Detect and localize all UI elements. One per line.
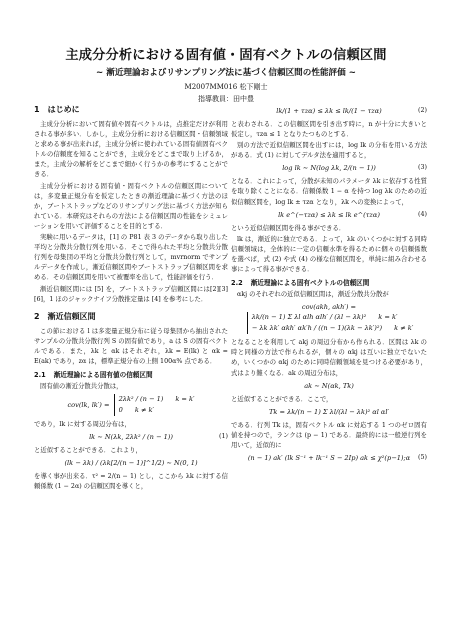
eigenvalue-intro-text: 固有値の漸近分散共分散は， <box>40 383 123 391</box>
case-condition: k ≠ k′ <box>134 406 155 415</box>
subsection-title: 漸近理論による固有値の信頼区間 <box>53 371 153 380</box>
eigenvector-intro-text: αkj のそれぞれの近似信頼区間は，漸近分散共分散が <box>237 291 389 299</box>
section-heading-intro <box>34 104 228 116</box>
case-condition: k = k′ <box>175 395 195 404</box>
section-title: はじめに <box>47 105 80 114</box>
section-number: 2 <box>34 311 40 321</box>
equation-tk <box>231 407 427 417</box>
right-paragraph-6: となることを利用して akj の周辺分布から作られる．区間は λk の時と同様の方法で作られるが，個々の αkj は互いに独立でないため，いくつかの αkj のために同時信頼領域を見つける必要があり，式はより難くなる．ak の周辺分布は， <box>231 339 427 377</box>
section-heading-asymptotic <box>34 311 228 323</box>
equation-lhs: cov(lk, lk′) = <box>67 401 110 410</box>
right-paragraph-4: という近似信頼区間を得る事ができる． <box>231 224 346 232</box>
intro-paragraph-2: 主成分分析における固有値・固有ベクトルの信頼区間については，多変量正規分布を仮定したときの漸近理論に基づく方法のほか，ブートストラップなどのリサンプリング法に基づく方法が知られている．本研究はそれらの方法による信頼区間の性能をシミュレーションを用いて評価することを目的とする． <box>34 182 228 230</box>
equation-body: lk ∼ N(λk, 2λk² / (n − 1)) <box>89 433 173 442</box>
equation-cases <box>247 312 414 334</box>
subsection-number: 2.2 <box>231 279 243 288</box>
equation-number: (2) <box>418 107 427 114</box>
equation-5 <box>231 453 427 463</box>
subsection-title: 漸近理論による固有ベクトルの信頼区間 <box>250 279 370 288</box>
derive-text: を導く事が出来る．τ² = 2/(n − 1) とし，ここから λk に対する信頼係数 (1 − 2α) の信頼区間を導くと， <box>34 473 228 491</box>
equation-body: lk e^(−τzα) ≤ λk ≤ lk e^(τzα) <box>278 210 380 219</box>
right-paragraph-3: となる．これによって，分散が未知のパラメータ λk に依存する性質を取り除くことになる．信頼係数 1 − α を持つ log λk のための近似信頼区間を，log lk ± τzα となり，λk への変換によって， <box>231 178 427 206</box>
asymptotic-paragraph-1: この節における l は多変量正規分布に従う母集団から抽出されたサンプルの分散共分散行列 S の固有値であり，a は S の固有ベクトルである．また，λk と αk はそれぞれ，λk = E(lk) と αk = E(ak) であり，zα は，標準正規分布の上側 100α% 点である． <box>34 327 228 365</box>
equation-number: (4) <box>418 210 427 218</box>
equation-number: (3) <box>418 164 427 172</box>
equation-lhs: cov(akh, akh′) = <box>301 303 357 312</box>
subsection-number: 2.1 <box>34 371 46 380</box>
equation-4 <box>231 210 427 220</box>
equation-1 <box>34 432 228 442</box>
right-paragraph-8: である．行列 Tk は，固有ベクトル αk に対応する 1 つのゼロ固有値を持つので，ランクは (p − 1) である．最終的には一般逆行列を用いて，近似的に <box>231 421 427 449</box>
section-number: 1 <box>34 105 40 114</box>
equation-standardized <box>34 458 228 468</box>
equation-number: (5) <box>418 453 427 461</box>
subsection-heading-2-1 <box>34 370 228 380</box>
subsection-heading-2-2 <box>231 278 427 288</box>
author-line: M2007MM016 松下剛士 <box>184 83 268 91</box>
section-title: 漸近信頼区間 <box>47 311 96 321</box>
equation-cases <box>114 394 195 416</box>
case-condition: k ≠ k′ <box>394 324 414 333</box>
intro-paragraph-3: 実験に用いるデータは，[1] の P81 表 3 のデータから取り出した平均と分散共分散行列を用いる．そこで得られた平均と分散共分散行列を母集団の平均と分散共分散行列として，mvrnorm でサンプルデータを作成し，漸近信頼区間やブートストラップ信頼区間を求める．その信頼区間を用いて被覆率を出して，性能評価を行う． <box>34 234 228 282</box>
equation-cov-eigenvalue <box>34 394 228 416</box>
equation-body: (lk − λk) / (λk[2/(n − 1)]^1/2) ∼ N(0, 1) <box>64 459 198 468</box>
case-value: 2λk² / (n − 1) <box>118 395 164 404</box>
equation-body: lk/(1 + τzα) ≤ λk ≤ lk/(1 − τzα) <box>276 107 382 115</box>
left-column <box>34 104 228 494</box>
right-paragraph-2: 別の方法で近似信頼区間を出すには，log lk の分布を用いる方法がある．式 (1) に対してデルタ法を適用すると， <box>231 142 427 160</box>
marginal-intro-text: であり，lk に対する周辺分布は， <box>34 421 131 429</box>
equation-body: log lk ∼ N(log λk, 2/(n − 1)) <box>282 164 376 173</box>
equation-2 <box>231 106 427 116</box>
case-value: − λk λk′ αkh′ αk′h / ((n − 1)(λk − λk′)²) <box>251 324 383 333</box>
equation-vector-marginal <box>231 381 427 391</box>
equation-cov-eigenvector <box>231 302 427 334</box>
right-paragraph-1: と表わされる．この信頼区間を引き出す時に，n が十分に大きいと仮定し，τzα ≤ 1 となりたつものとする． <box>231 121 427 139</box>
case-value: 0 <box>118 406 123 415</box>
equation-3 <box>231 163 427 173</box>
right-paragraph-5: lk は，漸近的に独立である．よって，λk のいくつかに対する同時信頼領域は，全体的に一定の信頼水準を得るために個々の信頼係数を選べば，式 (2) や式 (4) の様な信頼区間を，単純に組み合わせる事によって得る事ができる． <box>231 235 427 274</box>
approx-text: と近似することができる．これより， <box>34 447 142 455</box>
equation-body: (n − 1) ak′ (lk S⁻¹ + lk⁻¹ S − 2Ip) ak ≤ χ²(p−1);α <box>247 453 411 462</box>
right-paragraph-7: と近似することができる．ここで， <box>231 395 333 403</box>
equation-body: Tk = λk/(n − 1) Σ λl/(λl − λk)² αl αl′ <box>269 407 389 416</box>
intro-paragraph-1: 主成分分析において固有値や固有ベクトルは，点推定だけが利用される事が多い．しかし，主成分分析における信頼区間・信頼領域と求める事が出来れば，主成分分析に使われている固有値固有ベクトルの信頼度を知ることができ，主成分をどこまで取り上げるか，また，主成分の解析をどこまで細かく行うかの参考にすることができる． <box>34 121 228 179</box>
right-column <box>231 104 427 467</box>
case-condition: k = k′ <box>378 313 398 322</box>
case-value: λk/(n − 1) Σ λl αlh αlh′ / (λl − λk)² <box>251 313 367 322</box>
equation-body: ak ∼ N(αk, Tk) <box>304 381 354 390</box>
intro-paragraph-4: 漸近信頼区間には [5] を，ブートストラップ信頼区間には[2][3][6]，1 ほのジャックナイフ分散推定量は [4] を参考にした． <box>34 285 228 303</box>
equation-number: (1) <box>219 433 228 441</box>
paper-title: 主成分分析における固有値・固有ベクトルの信頼区間 <box>65 48 387 63</box>
advisor-line: 指導教員：田中豊 <box>198 95 254 103</box>
paper-subtitle: ~ 漸近理論およびリサンプリング法に基づく信頼区間の性能評価 ~ <box>96 68 356 78</box>
